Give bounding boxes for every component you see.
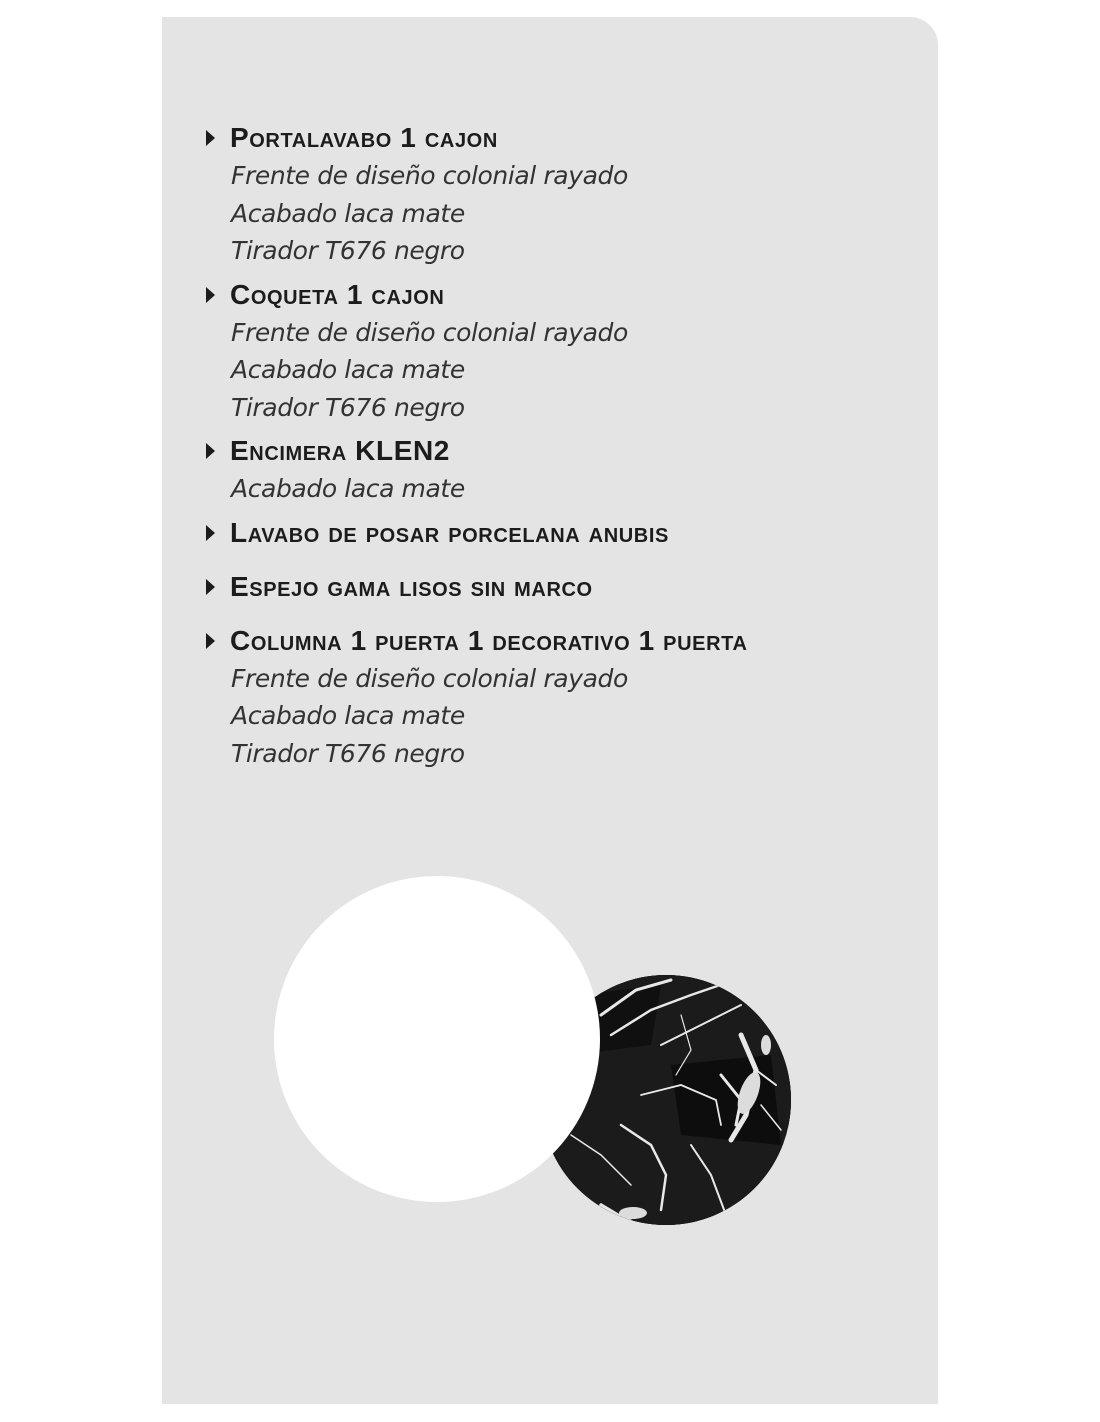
spec-detail: Tirador T676 negro (231, 738, 465, 768)
spec-title: Coqueta 1 cajon (230, 278, 445, 310)
spec-item (206, 276, 926, 427)
spec-detail: Acabado laca mate (231, 701, 465, 730)
spec-detail: Frente de diseño colonial rayado (231, 317, 628, 347)
spec-detail: Tirador T676 negro (231, 236, 465, 265)
spec-title: Espejo gama lisos sin marco (230, 570, 593, 602)
spec-item (206, 432, 926, 508)
spec-heading (206, 432, 926, 470)
spec-heading (206, 514, 926, 552)
spec-title: Encimera KLEN2 (230, 435, 450, 466)
white-finish-swatch (274, 876, 600, 1202)
bullet-arrow-icon (206, 130, 215, 146)
spec-item (206, 514, 926, 552)
bullet-arrow-icon (206, 579, 215, 595)
spec-title: Lavabo de posar porcelana anubis (230, 516, 669, 548)
spec-heading (206, 276, 926, 314)
spec-detail: Tirador T676 negro (231, 392, 465, 422)
spec-heading (206, 622, 926, 660)
spec-detail: Frente de diseño colonial rayado (231, 161, 628, 190)
bullet-arrow-icon (206, 525, 215, 541)
spec-item (206, 622, 926, 773)
spec-detail: Acabado laca mate (231, 198, 465, 228)
spec-detail: Frente de diseño colonial rayado (231, 663, 628, 693)
spec-title: Columna 1 puerta 1 decorativo 1 puerta (230, 624, 748, 656)
spec-heading (206, 119, 926, 157)
spec-detail: Acabado laca mate (231, 474, 465, 503)
bullet-arrow-icon (206, 443, 215, 459)
spec-heading (206, 568, 926, 606)
bullet-arrow-icon (206, 633, 215, 649)
spec-item (206, 119, 926, 270)
spec-list (206, 119, 926, 778)
spec-detail: Acabado laca mate (231, 355, 465, 384)
spec-title: Portalavabo 1 cajon (230, 122, 498, 153)
spec-item (206, 568, 926, 606)
bullet-arrow-icon (206, 287, 215, 303)
